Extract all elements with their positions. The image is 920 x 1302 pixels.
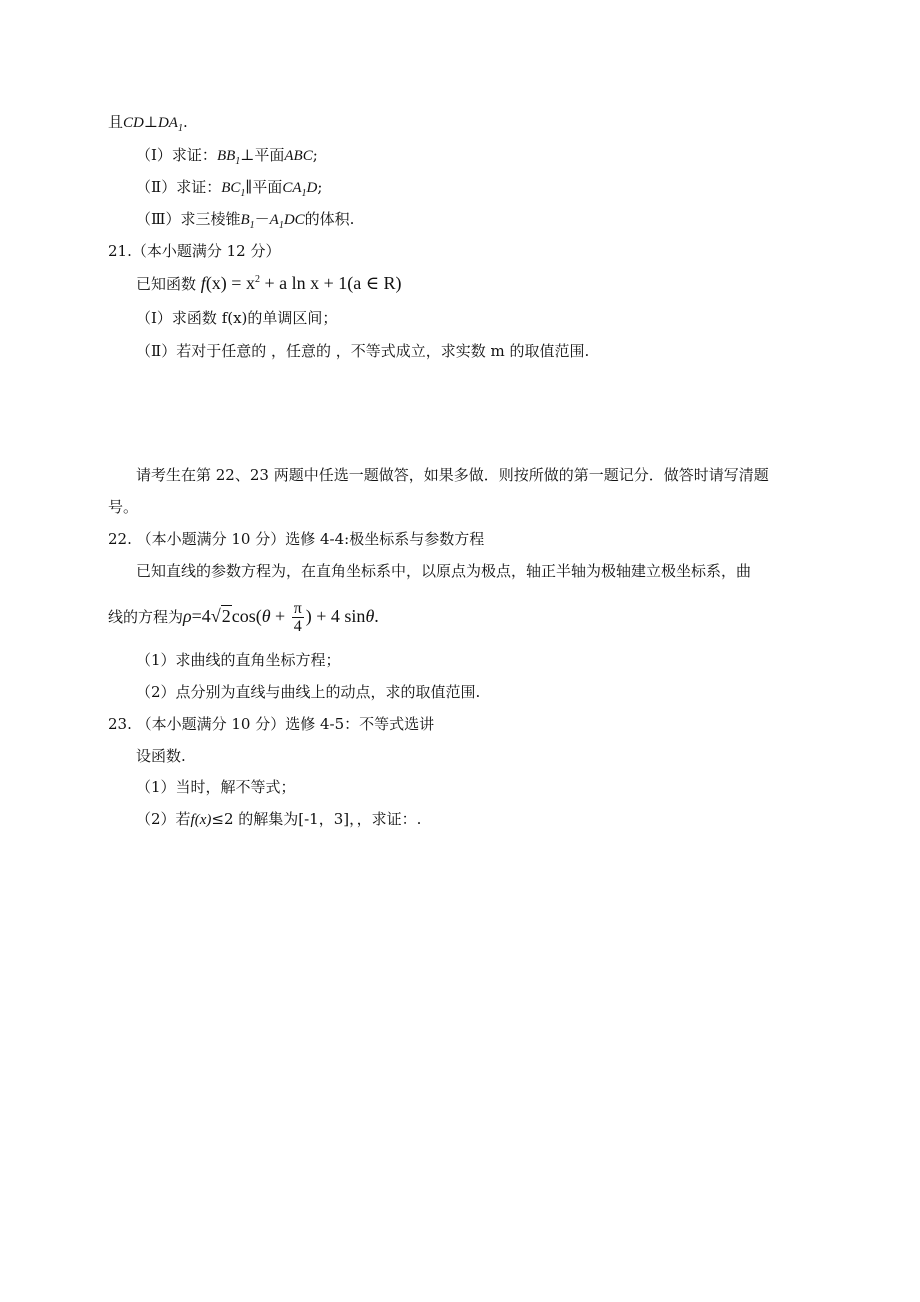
q22-equation — [183, 600, 379, 636]
q20-p1-abc: ABC — [284, 148, 313, 164]
q21-formula-exp: 2 — [254, 274, 260, 285]
notice-line-2: 号。 — [108, 498, 139, 516]
q22-eq-num: π — [293, 600, 302, 618]
q20-p3-b-text: B — [240, 212, 250, 228]
q20-p2-label: （Ⅱ）求证： — [136, 178, 222, 196]
q21-formula-rest: + a ln x + 1(a ∈ R) — [259, 273, 402, 293]
q20-condition — [108, 112, 188, 133]
q20-p3-a-sub: 1 — [278, 220, 284, 231]
q20-p1-mid: ⊥平面 — [240, 146, 285, 164]
q22-eq-den: 4 — [293, 618, 302, 636]
q20-p2-d-text: D — [306, 180, 318, 196]
q20-p1-bb — [216, 148, 241, 167]
q22-eq-rho: ρ — [183, 606, 192, 626]
q20-p3-dash: － — [254, 210, 270, 228]
q22-line-2 — [108, 596, 379, 637]
q20-p2-ca1d — [282, 180, 318, 199]
q22-eq-a: =4 — [191, 606, 211, 626]
q23-part-1: （1）当时，解不等式； — [136, 778, 296, 796]
q20-p3-dc-text: DC — [283, 212, 305, 228]
q22-line2-prefix: 线的方程为 — [108, 608, 184, 626]
q20-p1-label: （Ⅰ）求证： — [136, 146, 217, 164]
sqrt-symbol: √2 — [210, 606, 231, 626]
q22-eq-fraction — [292, 600, 304, 635]
q20-part-3 — [136, 209, 354, 230]
q22-eq-cos: cos( — [231, 606, 262, 626]
q20-p2-ca-sub: 1 — [301, 188, 307, 199]
q22-eq-b: ) + 4 sin — [305, 606, 366, 626]
q22-part-2: （2）点分别为直线与曲线上的动点，求的取值范围. — [136, 683, 481, 701]
q20-cond-text: CD⊥DA — [123, 115, 178, 131]
q23-p2-fx — [191, 812, 212, 828]
q21-header: 21.（本小题满分 12 分） — [108, 242, 281, 260]
notice-line-1: 请考生在第 22、23 两题中任选一题做答，如果多做．则按所做的第一题记分．做答时请写清题 — [136, 466, 769, 484]
q21-intro — [136, 271, 402, 296]
q20-p1-bb-text: BB — [216, 148, 236, 164]
q20-part-1 — [136, 145, 318, 166]
q20-p3-end: 的体积. — [304, 210, 355, 228]
q20-p2-bc-text: BC — [221, 180, 241, 196]
q22-eq-theta-2: θ — [365, 606, 375, 626]
q20-p2-end: ; — [317, 178, 323, 196]
q20-p3-a-text: A — [269, 212, 279, 228]
q22-eq-end: . — [374, 606, 379, 626]
q20-p1-bb-sub: 1 — [235, 156, 241, 167]
q22-line-1: 已知直线的参数方程为，在直角坐标系中，以原点为极点，轴正半轴为极轴建立极坐标系，曲 — [136, 562, 752, 580]
q21-formula-x: (x) = x — [205, 273, 255, 293]
q23-header: 23. （本小题满分 10 分）选修 4-5：不等式选讲 — [108, 715, 435, 733]
q22-eq-theta: θ — [261, 606, 271, 626]
q20-p2-ca-text: CA — [282, 180, 302, 196]
q21-part-2: （Ⅱ）若对于任意的 ，任意的 ，不等式成立，求实数 m 的取值范围. — [136, 342, 590, 360]
q21-formula-f: f — [200, 273, 206, 293]
q20-p1-end: ; — [312, 146, 318, 164]
q20-cond-end: . — [182, 113, 188, 131]
q23-p2-f: f — [190, 812, 195, 828]
q21-formula — [201, 273, 402, 293]
q22-eq-plus: + — [270, 606, 290, 626]
q20-p3-a1dc — [269, 212, 305, 231]
q22-eq-sqrt: 2 — [221, 606, 231, 626]
q21-intro-text: 已知函数 — [136, 275, 197, 293]
q23-p2-rest: ≤2 的解集为[-1，3]，，求证：. — [211, 810, 422, 828]
q20-p3-b-sub: 1 — [249, 220, 255, 231]
q20-p3-b1 — [240, 212, 255, 231]
q20-p3-label: （Ⅲ）求三棱锥 — [136, 210, 241, 228]
q20-part-2 — [136, 177, 322, 198]
q20-prefix: 且 — [108, 113, 124, 131]
q21-part-1: （Ⅰ）求函数 f(x)的单调区间； — [136, 309, 338, 327]
q23-p2-a: （2）若 — [136, 810, 191, 828]
q20-p2-bc — [221, 180, 246, 199]
q23-p2-x: (x) — [194, 812, 212, 828]
q20-p2-mid: ∥平面 — [245, 178, 283, 196]
q20-p2-bc-sub: 1 — [240, 188, 246, 199]
q22-header: 22. （本小题满分 10 分）选修 4-4:极坐标系与参数方程 — [108, 530, 485, 548]
q20-cond-sub: 1 — [177, 123, 183, 134]
q22-part-1: （1）求曲线的直角坐标方程； — [136, 651, 341, 669]
q20-cond — [123, 115, 183, 134]
q23-part-2 — [136, 809, 421, 830]
q23-intro: 设函数. — [136, 747, 186, 765]
